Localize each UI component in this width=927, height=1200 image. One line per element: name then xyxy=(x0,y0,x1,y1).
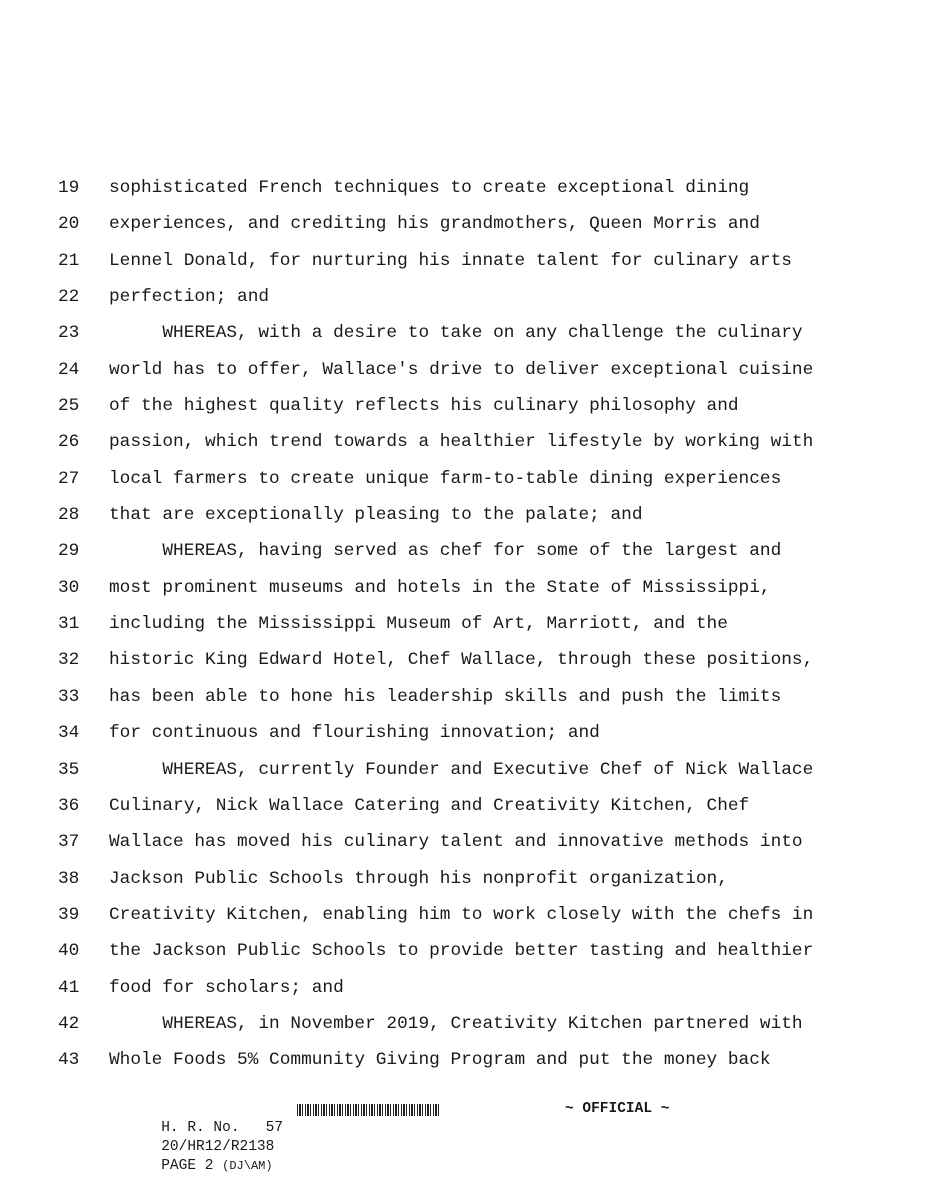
document-line xyxy=(0,352,927,388)
line-number: 19 xyxy=(58,178,80,198)
document-line xyxy=(0,170,927,206)
page-label: PAGE 2 xyxy=(161,1158,214,1174)
document-line xyxy=(0,752,927,788)
line-text: WHEREAS, with a desire to take on any challenge the culinary xyxy=(109,323,803,344)
line-text: Wallace has moved his culinary talent and innovative methods into xyxy=(109,832,803,853)
document-line xyxy=(0,570,927,606)
document-line xyxy=(0,679,927,715)
line-number: 43 xyxy=(58,1050,80,1071)
line-text: passion, which trend towards a healthier lifestyle by working with xyxy=(109,432,814,453)
line-number: 38 xyxy=(58,868,80,889)
line-number: 30 xyxy=(58,577,80,598)
document-line xyxy=(0,497,927,533)
line-text: Creativity Kitchen, enabling him to work closely with the chefs in xyxy=(109,904,814,925)
line-text: Jackson Public Schools through his nonprofit organization, xyxy=(109,868,728,889)
line-number: 25 xyxy=(58,396,80,417)
document-code: 20/HR12/R2138 xyxy=(161,1139,275,1155)
bill-number: H. R. No. 57 xyxy=(161,1120,284,1136)
line-text: Lennel Donald, for nurturing his innate talent for culinary arts xyxy=(109,250,792,271)
document-line xyxy=(0,788,927,824)
line-text: for continuous and flourishing innovation; and xyxy=(109,723,600,744)
document-line xyxy=(0,315,927,351)
document-line xyxy=(0,861,927,897)
line-text: perfection; and xyxy=(109,287,270,308)
line-text: food for scholars; and xyxy=(109,977,344,998)
line-text: experiences, and crediting his grandmothers, Queen Morris and xyxy=(109,214,760,235)
document-line xyxy=(0,279,927,315)
line-number: 27 xyxy=(58,468,80,489)
document-line xyxy=(0,206,927,242)
line-number: 24 xyxy=(58,359,80,380)
line-number: 28 xyxy=(58,505,80,526)
line-text: of the highest quality reflects his culinary philosophy and xyxy=(109,396,739,417)
document-line xyxy=(0,243,927,279)
line-number: 37 xyxy=(58,832,80,853)
line-number: 36 xyxy=(58,795,80,816)
document-line xyxy=(0,388,927,424)
line-text: that are exceptionally pleasing to the palate; and xyxy=(109,505,643,526)
line-number: 21 xyxy=(58,250,80,271)
line-text: WHEREAS, currently Founder and Executive Chef of Nick Wallace xyxy=(109,759,814,780)
line-number: 41 xyxy=(58,977,80,998)
document-body xyxy=(0,170,927,1079)
line-number: 29 xyxy=(58,541,80,562)
document-line xyxy=(0,824,927,860)
document-line xyxy=(0,1006,927,1042)
document-line xyxy=(0,461,927,497)
line-number: 39 xyxy=(58,904,80,925)
line-text: including the Mississippi Museum of Art, Marriott, and the xyxy=(109,614,728,635)
line-text: local farmers to create unique farm-to-table dining experiences xyxy=(109,468,782,489)
line-text: Culinary, Nick Wallace Catering and Creativity Kitchen, Chef xyxy=(109,795,750,816)
line-text: historic King Edward Hotel, Chef Wallace, through these positions, xyxy=(109,650,814,671)
line-number: 31 xyxy=(58,614,80,635)
document-line xyxy=(0,933,927,969)
line-text: Whole Foods 5% Community Giving Program and put the money back xyxy=(109,1050,771,1071)
document-line xyxy=(0,715,927,751)
line-number: 20 xyxy=(58,214,80,235)
document-line xyxy=(0,533,927,569)
line-text: has been able to hone his leadership skills and push the limits xyxy=(109,686,782,707)
official-label: ~ OFFICIAL ~ xyxy=(565,1101,670,1117)
line-number: 23 xyxy=(58,323,80,344)
line-number: 42 xyxy=(58,1013,80,1034)
line-text: the Jackson Public Schools to provide better tasting and healthier xyxy=(109,941,814,962)
line-number: 33 xyxy=(58,686,80,707)
line-number: 32 xyxy=(58,650,80,671)
line-text: sophisticated French techniques to create exceptional dining xyxy=(109,178,750,198)
document-line xyxy=(0,606,927,642)
document-line xyxy=(0,970,927,1006)
line-number: 34 xyxy=(58,723,80,744)
typist-initials: (DJ\AM) xyxy=(222,1159,273,1173)
page-footer xyxy=(109,1100,809,1174)
line-number: 40 xyxy=(58,941,80,962)
line-number: 22 xyxy=(58,287,80,308)
line-number: 26 xyxy=(58,432,80,453)
document-line xyxy=(0,897,927,933)
document-line xyxy=(0,642,927,678)
document-line xyxy=(0,424,927,460)
line-number: 35 xyxy=(58,759,80,780)
line-text: WHEREAS, in November 2019, Creativity Kitchen partnered with xyxy=(109,1013,803,1034)
line-text: most prominent museums and hotels in the State of Mississippi, xyxy=(109,577,771,598)
document-line xyxy=(0,1042,927,1078)
line-text: world has to offer, Wallace's drive to deliver exceptional cuisine xyxy=(109,359,814,380)
barcode-image xyxy=(297,1104,440,1116)
line-text: WHEREAS, having served as chef for some of the largest and xyxy=(109,541,782,562)
